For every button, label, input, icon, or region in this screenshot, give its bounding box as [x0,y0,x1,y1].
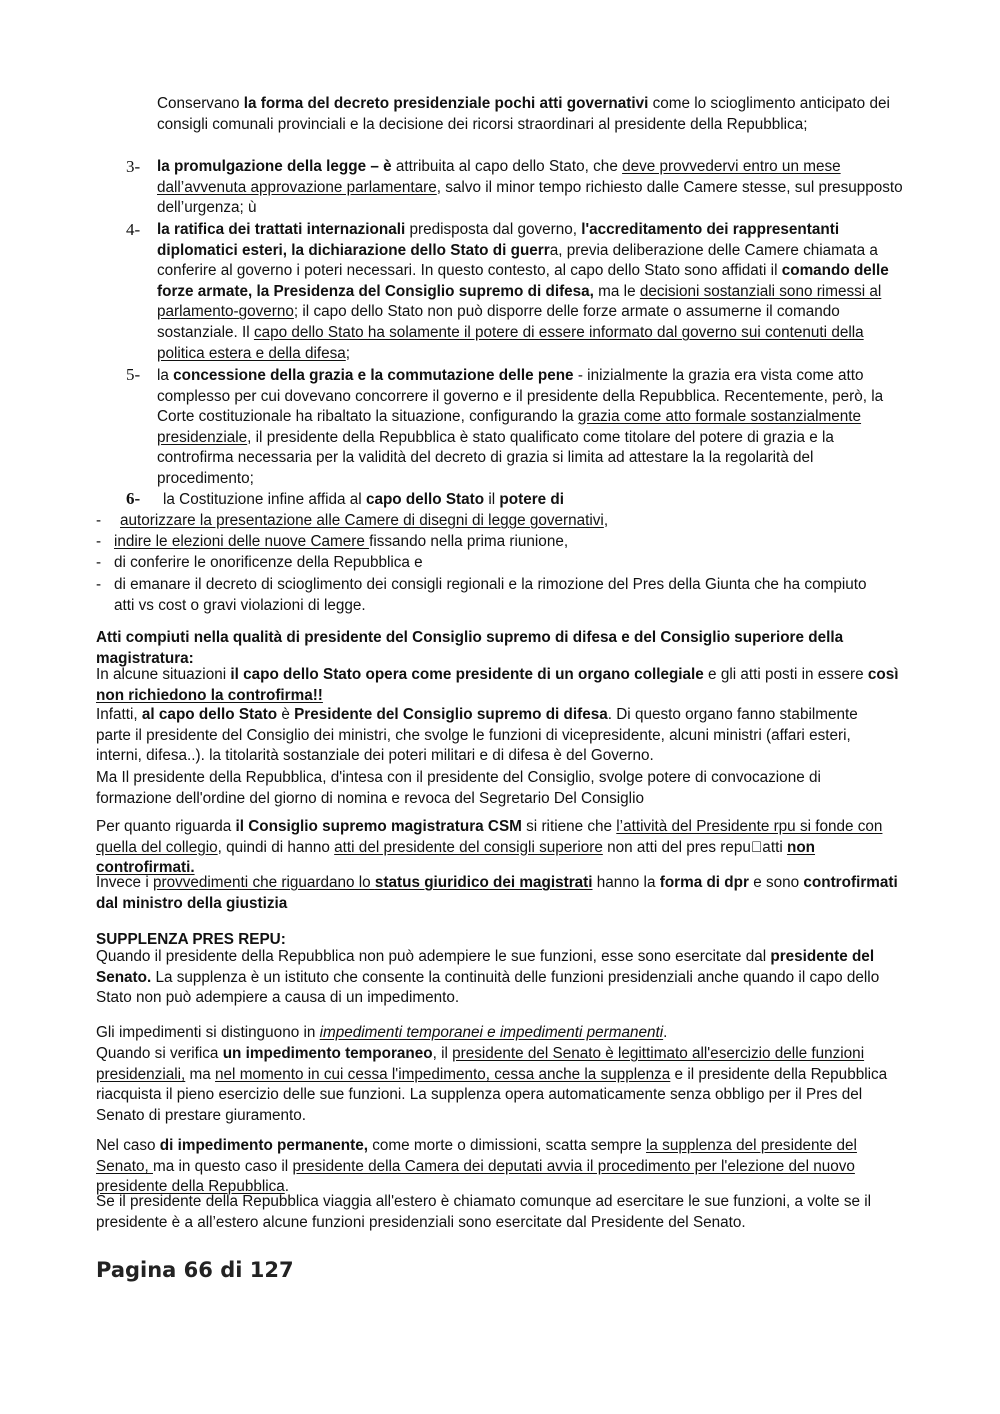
text-run: impedimenti temporanei e impedimenti permanenti [319,1024,664,1041]
text-run: presidente del Senato. [96,948,875,986]
text-run: Gli impedimenti si distinguono in [96,1024,320,1041]
text-run: la forma del decreto presidenziale pochi atti governativi [243,95,649,112]
text-run: il [484,491,500,508]
text-run: Atti compiuti nella qualità di presidente del Consiglio supremo di difesa e del Consiglio superiore della magistratura: [96,629,844,667]
text-run: Quando si verifica [96,1045,223,1062]
dash-item-3 [114,553,914,574]
text-run: capo dello Stato ha solamente il potere di essere informato dal governo sui contenuti della politica estera e della difesa [157,323,864,362]
text-run: come lo scioglimento anticipato dei consigli comunali provinciali e la decisione dei ricorsi straordinari al presidente della Repubblica; [157,95,890,133]
text-run: di emanare il decreto di scioglimento dei consigli regionali e la rimozione del Pres della Giunta che ha compiuto atti vs cost o gravi violazioni di legge. [114,576,867,614]
csm-paragraph-1 [96,817,896,879]
dash-bullet: - [96,576,102,593]
text-run: La supplenza è un istituto che consente la continuità delle funzioni presidenziali anche quando il capo dello Stato non può adempiere a causa di un impedimento. [96,968,880,1007]
text-run: la supplenza del presidente del Senato, [96,1137,857,1175]
text-run: di impedimento permanente, [159,1137,369,1154]
text-run: presidente del Senato è legittimato all'esercizio delle funzioni presidenziali, [96,1045,865,1083]
text-run: e il presidente della Repubblica riacquista il pieno esercizio delle sue funzioni. La supplenza opera automaticamente senza obbligo per il Pres del Senato di prestare giuramento. [96,1065,888,1124]
text-run: deve provvedervi entro un mese dall’avvenuta approvazione parlamentare [157,158,841,196]
text-run: indire le elezioni delle nuove Camere [114,533,370,550]
text-run: controfirmati dal ministro della giustizia [96,874,898,912]
item-3-promulgazione [157,157,909,219]
dash-item-2 [114,532,914,553]
text-run: è [277,706,295,723]
text-run: Ma Il presidente della Repubblica, d'intesa con il presidente del Consiglio, svolge potere di convocazione di formazione dell'ordine del giorno di nomina e revoca del Segretario Del Consiglio [96,769,821,807]
text-run: nel momento in cui cessa l'impedimento, cessa anche la supplenza [215,1065,671,1083]
text-run: In alcune situazioni [96,666,231,683]
text-run: potere di [499,491,564,508]
text-run: l'accreditamento dei rappresentanti diplomatici esteri, la dichiarazione dello Stato di guerr [157,221,840,259]
text-run: - inizialmente la grazia era vista come atto complesso per cui dovevano concorrere il governo e il presidente della Repubblica. Recentemente, però, la Corte costituzionale ha ribaltato la situazione, configurando la [157,367,884,426]
text-run: status giuridico dei magistrati [374,874,593,891]
text-run: al capo dello Stato [141,706,278,723]
text-run: e sono [748,874,804,891]
permanente-paragraph-2 [96,1192,886,1233]
item-number-6: 6- [126,489,141,508]
text-run: ; il capo dello Stato non può disporre delle forze armate o assumerne il comando sostanziale. Il [157,303,840,341]
csd-heading [96,628,886,669]
csd-paragraph-2 [96,705,896,767]
item-number-3: 3- [126,157,141,176]
text-run: presidente della Camera dei deputati avvia il procedimento per l'elezione del nuovo presidente della Repubblica [96,1157,855,1196]
text-run: . [284,1178,290,1196]
text-run: ma le [593,282,640,300]
item-6-poteri [163,490,915,511]
text-run: la promulgazione della legge – è [157,158,392,175]
item-5-grazia [157,366,909,490]
text-run: . [663,1024,668,1041]
text-run: . Di questo organo fanno stabilmente parte il presidente del Consiglio dei ministri, che svolge le funzioni di vicepresidente, alcuni ministri (affari esteri, interni, difesa..). la titolarità sostanziale dei poteri militari e di difesa è del Governo. [96,706,858,765]
impedimenti-paragraph-1 [96,1023,906,1044]
text-run: atti del presidente del consigli superiore [334,838,603,856]
text-run: ma [185,1065,216,1083]
text-run: non atti del pres repu atti [602,838,787,856]
text-run: Invece i [96,874,153,891]
item-number-5: 5- [126,365,141,384]
permanente-paragraph-1 [96,1136,901,1198]
text-run: , salvo il minor tempo richiesto dalle Camere stesse, sul presupposto dell’urgenza; ù [157,178,903,217]
text-run: la Costituzione infine affida al [163,491,366,508]
text-run: come morte o dimissioni, scatta sempre [368,1137,647,1154]
csd-paragraph-3 [96,768,896,809]
text-run: un impedimento temporaneo [222,1045,433,1062]
text-run: attribuita al capo dello Stato, che [391,158,623,175]
text-run: ; [345,344,351,362]
impedimenti-paragraph-2 [96,1044,896,1126]
intro-paragraph [157,94,909,135]
text-run: Se il presidente della Repubblica viaggia all'estero è chiamato comunque ad esercitare le sue funzioni, a volte se il presidente è a all’estero alcune funzioni presidenziali sono esercitate dal Presidente del Senato. [96,1193,872,1231]
text-run: così [867,666,899,683]
item-4-ratifica [157,220,909,364]
dash-bullet: - [96,554,102,571]
text-run: autorizzare la presentazione alle Camere di disegni di legge governativi [120,512,604,529]
item-number-4: 4- [126,220,141,239]
text-run: il capo dello Stato opera come presidente di un organo collegiale [230,666,704,683]
text-run: grazia come atto formale sostanzialmente presidenziale [157,408,862,446]
text-run: forma di dpr [659,874,749,891]
text-run: la [157,367,174,384]
text-run: non richiedono la controfirma!! [96,686,323,704]
text-run: Conservano [157,95,244,112]
text-run: fissando nella prima riunione, [369,533,569,550]
page-number: Pagina 66 di 127 [96,1258,294,1282]
text-run: , quindi di hanno [217,838,335,856]
dash-bullet: - [96,512,102,529]
text-run: provvedimenti che riguardano lo [152,874,375,891]
text-run: il Consiglio supremo magistratura CSM [235,818,522,835]
text-run: di conferire le onorificenze della Repubblica e [114,554,423,571]
text-run: Per quanto riguarda [96,818,236,835]
text-run: , [603,512,609,529]
text-run: Quando il presidente della Repubblica non può adempiere le sue funzioni, esse sono esercitate dal [96,948,771,965]
text-run: ma in questo caso il [152,1157,293,1175]
text-run: si ritiene che [521,818,617,835]
text-run: , il [432,1045,453,1062]
text-run: concessione della grazia e la commutazione delle pene [173,367,574,384]
dash-item-4 [114,575,884,616]
text-run: la ratifica dei trattati internazionali [157,221,406,238]
text-run: comando delle forze armate, la Presidenza del Consiglio supremo di difesa, [157,262,889,300]
text-run: Infatti, [96,706,142,723]
text-run: SUPPLENZA PRES REPU: [96,931,286,948]
text-run: l’attività del Presidente rpu si fonde con quella del collegio [96,818,883,856]
supplenza-paragraph [96,947,886,1009]
text-run: a, previa deliberazione delle Camere chiamata a conferire al governo i poteri necessari. In questo contesto, al capo dello Stato sono affidati il [157,241,878,280]
csm-paragraph-2 [96,873,906,914]
text-run: Presidente del Consiglio supremo di difesa [294,706,608,723]
text-run: e gli atti posti in essere [703,666,868,683]
dash-bullet: - [96,533,102,550]
text-run: decisioni sostanziali sono rimessi al parlamento-governo [157,282,882,321]
text-run: non controfirmati. [96,838,816,877]
text-run: predisposta dal governo, [405,221,582,238]
text-run: , il presidente della Repubblica è stato qualificato come titolare del potere di grazia e la controfirma necessaria per la validità del decreto di grazia si limita ad attestare la la regolarità del procedimento; [157,428,834,487]
text-run: hanno la [592,874,660,891]
text-run: Nel caso [96,1137,160,1154]
text-run: capo dello Stato [365,491,485,508]
dash-item-1 [120,511,920,532]
csd-paragraph-1 [96,665,906,706]
